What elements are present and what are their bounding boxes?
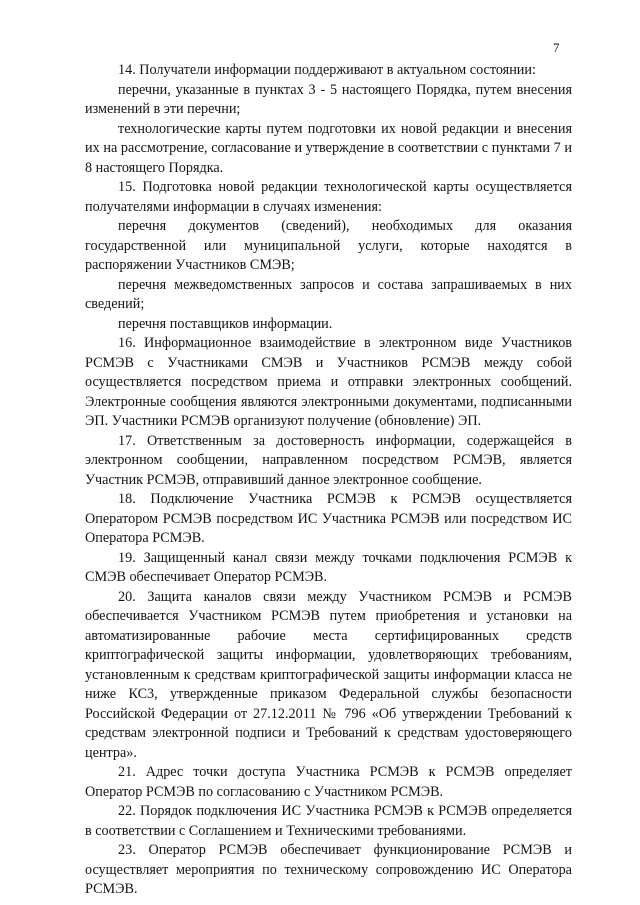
paragraph-16: 16. Информационное взаимодействие в электронном виде Участников РСМЭВ с Участниками СМЭВ и Участников РСМЭВ между собой осуществляется посредством приема и отправки электронных сообщений. Электронные сообщения являются электронными документами, подписанными ЭП. Участники РСМЭВ организуют получение (обновление) ЭП. [85,335,572,429]
paragraph-19: 19. Защищенный канал связи между точками подключения РСМЭВ к СМЭВ обеспечивает Оператор РСМЭВ. [85,549,572,585]
paragraph-14: 14. Получатели информации поддерживают в актуальном состоянии: [118,62,536,78]
paragraph-23: 23. Оператор РСМЭВ обеспечивает функционирование РСМЭВ и осуществляет мероприятия по техническому сопровождению ИС Оператора РСМЭВ. [85,842,572,897]
paragraph-20: 20. Защита каналов связи между Участником РСМЭВ и РСМЭВ обеспечивается Участником РСМЭВ путем приобретения и установки на автоматизированные рабочие места сертифицированных средств криптографической защиты информации, удовлетворяющих требованиям, установленным к средствам криптографической защиты информации класса не ниже КС3, утвержденные приказом Федеральной службы безопасности Российской Федерации от 27.12.2011 № 796 «Об утверждении Требований к средствам электронной подписи и Требований к средствам удостоверяющего центра». [85,588,572,761]
paragraph-15-item-providers: перечня поставщиков информации. [118,315,333,332]
paragraph-17: 17. Ответственным за достоверность информации, содержащейся в электронном сообщении, направленном посредством РСМЭВ, является Участник РСМЭВ, отправивший данное электронное сообщение. [85,432,572,488]
paragraph-15: 15. Подготовка новой редакции технологической карты осуществляется получателями информации в случаях изменения: [85,179,572,215]
paragraph-18: 18. Подключение Участника РСМЭВ к РСМЭВ осуществляется Оператором РСМЭВ посредством ИС Участника РСМЭВ или посредством ИС Оператора РСМЭВ. [85,491,572,546]
paragraph-14-item-tech-cards: технологические карты путем подготовки их новой редакции и внесения их на рассмотрение, согласование и утверждение в соответствии с пунктами 7 и 8 настоящего Порядка. [85,120,572,176]
paragraph-14-item-lists: перечни, указанные в пунктах 3 - 5 настоящего Порядка, путем внесения изменений в эти перечни; [85,81,572,117]
paragraph-21: 21. Адрес точки доступа Участника РСМЭВ к РСМЭВ определяет Оператор РСМЭВ по согласованию с Участником РСМЭВ. [85,764,572,800]
page-number: 7 [553,40,560,55]
document-body [85,61,572,900]
paragraph-15-item-requests: перечня межведомственных запросов и состава запрашиваемых в них сведений; [85,276,572,312]
paragraph-22: 22. Порядок подключения ИС Участника РСМЭВ к РСМЭВ определяется в соответствии с Соглашением и Техническими требованиями. [85,803,572,839]
paragraph-15-item-documents: перечня документов (сведений), необходимых для оказания государственной или муниципальной услуги, которые находятся в распоряжении Участников СМЭВ; [85,218,572,273]
